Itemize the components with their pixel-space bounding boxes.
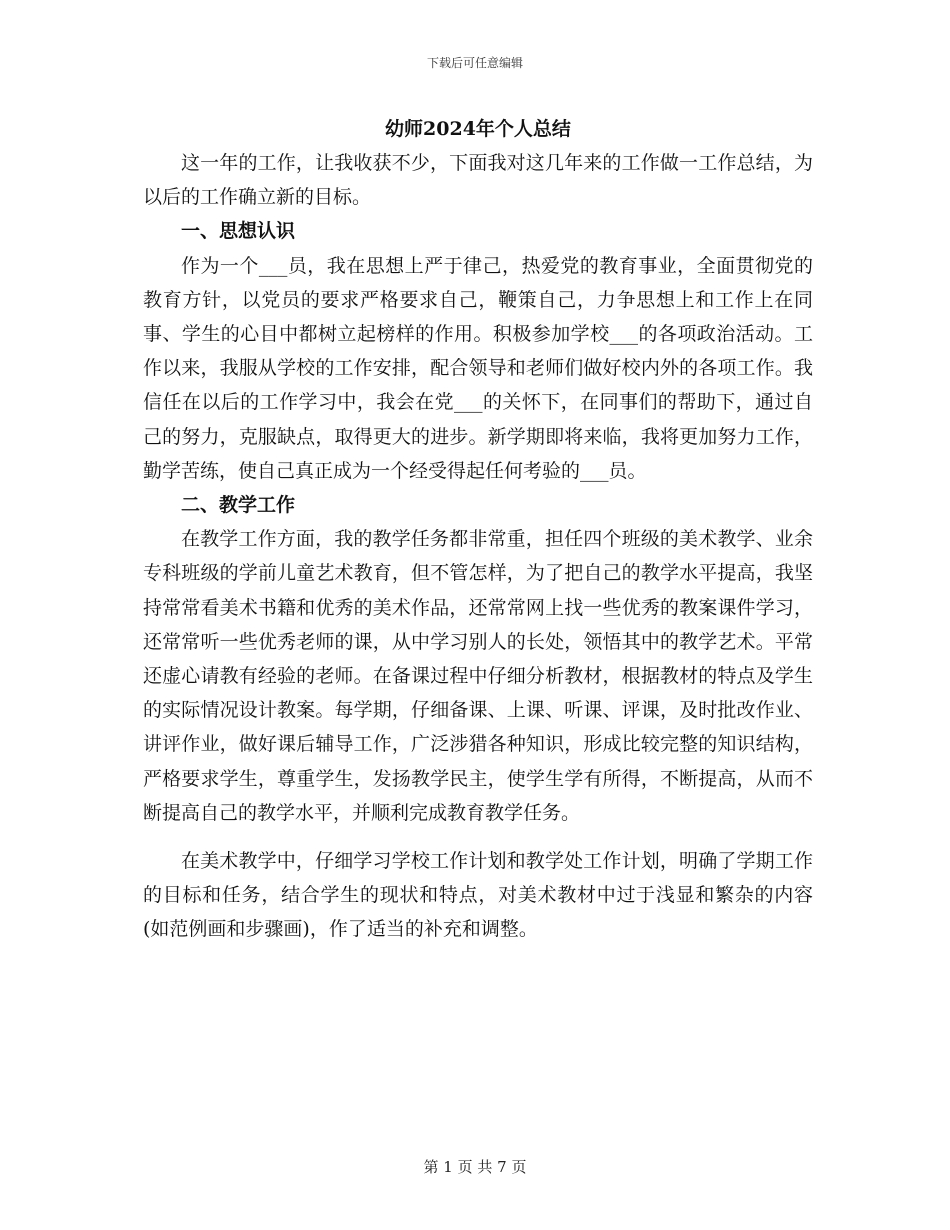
document-body — [143, 114, 813, 947]
page-header-note: 下载后可任意编辑 — [426, 56, 523, 70]
section-paragraph-thought: 作为一个___员，我在思想上严于律己，热爱党的教育事业，全面贯彻党的教育方针，以党员的要求严格要求自己，鞭策自己，力争思想上和工作上在同事、学生的心目中都树立起榜样的作用。积极参加学校___的各项政治活动。工作以来，我服从学校的工作安排，配合领导和老师们做好校内外的各项工作。我信任在以后的工作学习中，我会在党___的关怀下，在同事们的帮助下，通过自己的努力，克服缺点，取得更大的进步。新学期即将来临，我将更加努力工作，勤学苦练，使自己真正成为一个经受得起任何考验的___员。 — [143, 254, 813, 482]
section-heading-teaching: 二、教学工作 — [181, 494, 296, 517]
intro-paragraph: 这一年的工作，让我收获不少，下面我对这几年来的工作做一工作总结，为以后的工作确立新的目标。 — [143, 152, 813, 209]
section-heading-thought: 一、思想认识 — [181, 220, 296, 243]
document-title: 幼师2024年个人总结 — [385, 118, 571, 140]
page-footer-number: 第 1 页 共 7 页 — [423, 1158, 527, 1176]
section-paragraph-teaching-1: 在教学工作方面，我的教学任务都非常重，担任四个班级的美术教学、业余专科班级的学前儿童艺术教育，但不管怎样，为了把自己的教学水平提高，我坚持常常看美术书籍和优秀的美术作品，还常常网上找一些优秀的教案课件学习，还常常听一些优秀老师的课，从中学习别人的长处，领悟其中的教学艺术。平常还虚心请教有经验的老师。在备课过程中仔细分析教材，根据教材的特点及学生的实际情况设计教案。每学期，仔细备课、上课、听课、评课，及时批改作业、讲评作业，做好课后辅导工作，广泛涉猎各种知识，形成比较完整的知识结构，严格要求学生，尊重学生，发扬教学民主，使学生学有所得，不断提高，从而不断提高自己的教学水平，并顺利完成教育教学任务。 — [143, 528, 813, 824]
section-paragraph-teaching-2: 在美术教学中，仔细学习学校工作计划和教学处工作计划，明确了学期工作的目标和任务，结合学生的现状和特点，对美术教材中过于浅显和繁杂的内容(如范例画和步骤画)，作了适当的补充和调整。 — [143, 850, 813, 941]
